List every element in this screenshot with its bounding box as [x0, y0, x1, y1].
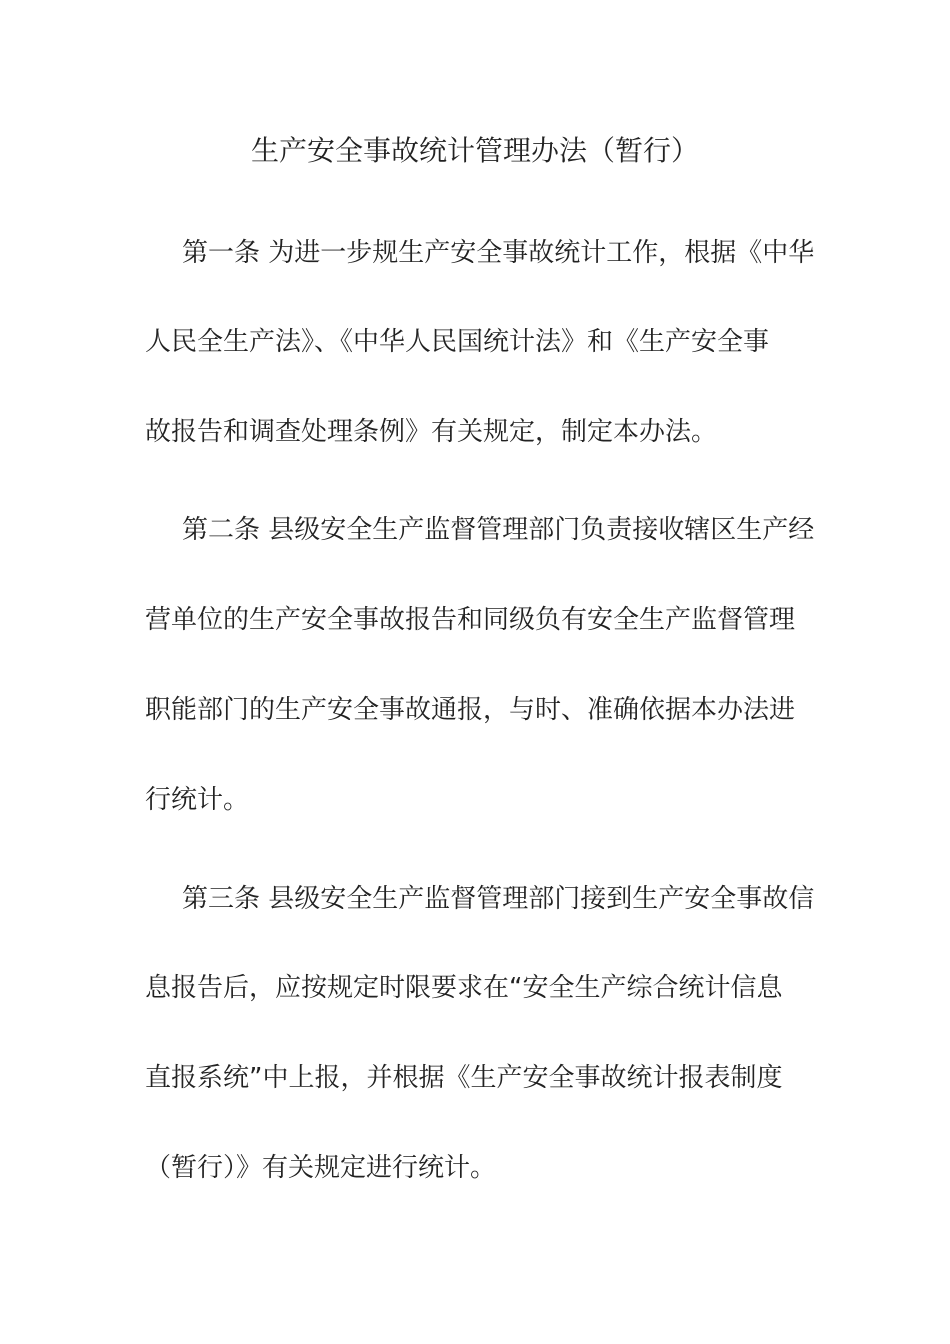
article-3-line-2: 息报告后，应按规定时限要求在“安全生产综合统计信息	[145, 973, 783, 1003]
article-3-line-4: （暂行）》有关规定进行统计。	[145, 1153, 497, 1183]
article-2-line-4: 行统计。	[145, 785, 250, 815]
article-3-line-3: 直报系统”中上报，并根据《生产安全事故统计报表制度	[145, 1063, 783, 1093]
document-title: 生产安全事故统计管理办法（暂行）	[250, 134, 699, 167]
article-2-line-2: 营单位的生产安全事故报告和同级负有安全生产监督管理	[145, 605, 796, 635]
article-1-line-1: 第一条 为进一步规生产安全事故统计工作，根据《中华	[182, 238, 815, 268]
article-2-line-1: 第二条 县级安全生产监督管理部门负责接收辖区生产经	[182, 515, 815, 545]
article-1-line-2: 人民全生产法》、《中华人民国统计法》和《生产安全事	[145, 327, 770, 357]
article-1-line-3: 故报告和调查处理条例》有关规定，制定本办法。	[145, 417, 718, 447]
article-3-line-1: 第三条 县级安全生产监督管理部门接到生产安全事故信	[182, 884, 815, 914]
article-2-line-3: 职能部门的生产安全事故通报，与时、准确依据本办法进	[145, 695, 796, 725]
